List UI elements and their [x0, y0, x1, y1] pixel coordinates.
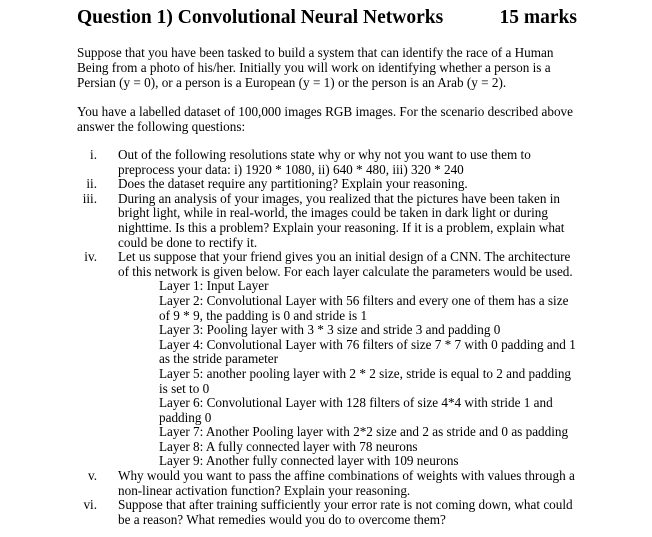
- question-number: i.: [90, 147, 97, 162]
- question-number: vi.: [83, 497, 97, 513]
- layer-item: Layer 8: A fully connected layer with 78 neurons: [159, 438, 418, 454]
- layer-item: Layer 6: Convolutional Layer with 128 filters of size 4*4 with stride 1 and padding 0: [159, 395, 553, 425]
- question-text: Out of the following resolutions state why or why not you want to use them to preprocess your data: i) 1920 * 1080, ii) 640 * 480, iii) 320 * 240: [118, 147, 531, 177]
- question-number: v.: [87, 468, 97, 484]
- question-item: [77, 250, 582, 469]
- layer-item: Layer 1: Input Layer: [159, 278, 269, 294]
- layer-item: Layer 5: another pooling layer with 2 * 2 size, stride is equal to 2 and padding is set to 0: [159, 365, 572, 396]
- layer-list: [118, 279, 582, 469]
- layer-item: Layer 7: Another Pooling layer with 2*2 size and 2 as stride and 0 as padding: [159, 424, 569, 440]
- question-list: [77, 148, 582, 527]
- question-item: [77, 192, 582, 250]
- question-title: Question 1) Convolutional Neural Networks: [77, 7, 444, 28]
- question-item: [77, 148, 582, 177]
- question-number: iii.: [82, 190, 97, 206]
- question-text: Does the dataset require any partitioning? Explain your reasoning.: [118, 176, 468, 192]
- dataset-paragraph: You have a labelled dataset of 100,000 images RGB images. For the scenario described above answer the following questions:: [77, 104, 573, 134]
- question-number: iv.: [84, 249, 97, 265]
- intro-paragraph: Suppose that you have been tasked to build a system that can identify the race of a Human Being from a photo of his/her. Initially you will work on identifying whether a person is a Persian (y = 0), or a person is a European (y = 1) or the person is an Arab (y = 2).: [77, 45, 554, 90]
- marks-label: 15 marks: [499, 7, 577, 28]
- question-text: Suppose that after training sufficiently your error rate is not coming down, what could be a reason? What remedies would you do to overcome them?: [118, 497, 573, 527]
- question-text: During an analysis of your images, you realized that the pictures have been taken in bright light, while in real-world, the images could be taken in dark light or during nighttime. Is this a problem? Explain your reasoning. If it is a problem, explain what could be done to rectify it.: [118, 190, 565, 250]
- layer-item: Layer 2: Convolutional Layer with 56 filters and every one of them has a size of 9 * 9, the padding is 0 and stride is 1: [159, 292, 569, 323]
- question-item: [77, 469, 582, 498]
- layer-item: Layer 3: Pooling layer with 3 * 3 size and stride 3 and padding 0: [159, 322, 501, 338]
- question-text: Let us suppose that your friend gives you an initial design of a CNN. The architecture of this network is given below. For each layer calculate the parameters would be used.: [118, 249, 573, 279]
- question-text: Why would you want to pass the affine combinations of weights with values through a non-linear activation function? Explain your reasoning.: [118, 468, 575, 498]
- layer-item: Layer 9: Another fully connected layer with 109 neurons: [159, 453, 459, 469]
- question-header: [77, 7, 577, 31]
- question-item: [77, 498, 582, 527]
- question-item: [77, 177, 582, 192]
- question-number: ii.: [86, 176, 97, 192]
- layer-item: Layer 4: Convolutional Layer with 76 filters of size 7 * 7 with 0 padding and 1 as the stride parameter: [159, 336, 576, 367]
